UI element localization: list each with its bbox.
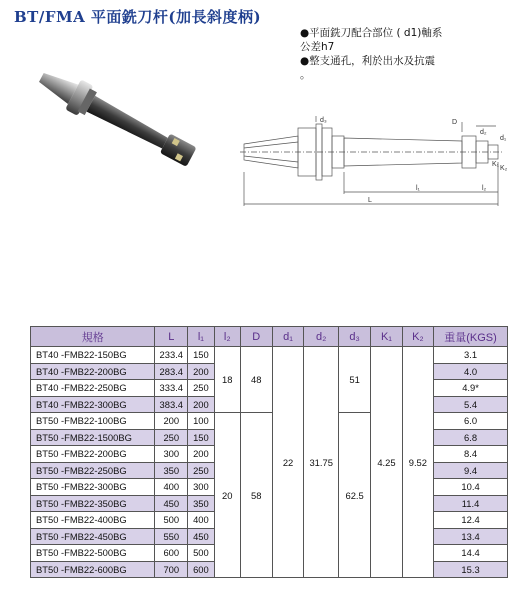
l1-cell: 600 bbox=[188, 561, 215, 578]
spec-table bbox=[30, 326, 508, 578]
label-d3: d₃ bbox=[320, 117, 327, 124]
l1-cell: 200 bbox=[188, 446, 215, 463]
D-cell: 58 bbox=[240, 413, 272, 578]
weight-cell: 14.4 bbox=[434, 545, 508, 562]
product-photo bbox=[22, 70, 222, 190]
L-cell: 500 bbox=[155, 512, 188, 529]
L-cell: 600 bbox=[155, 545, 188, 562]
l1-cell: 200 bbox=[188, 396, 215, 413]
weight-cell: 10.4 bbox=[434, 479, 508, 496]
label-D: D bbox=[452, 119, 458, 126]
l1-cell: 250 bbox=[188, 380, 215, 397]
l2-cell: 20 bbox=[214, 413, 240, 578]
K1-cell: 4.25 bbox=[371, 347, 402, 578]
d3-cell: 51 bbox=[338, 347, 370, 413]
feature-notes bbox=[300, 26, 500, 82]
weight-cell: 5.4 bbox=[434, 396, 508, 413]
d3-cell: 62.5 bbox=[338, 413, 370, 578]
d1-cell: 22 bbox=[272, 347, 304, 578]
header-l2: l₂ bbox=[214, 327, 240, 347]
l1-cell: 150 bbox=[188, 347, 215, 364]
weight-cell: 9.4 bbox=[434, 462, 508, 479]
K2-cell: 9.52 bbox=[402, 347, 433, 578]
header-K1: K₁ bbox=[371, 327, 402, 347]
header-K2: K₂ bbox=[402, 327, 433, 347]
D-cell: 48 bbox=[240, 347, 272, 413]
label-L: L bbox=[368, 197, 372, 204]
l1-cell: 350 bbox=[188, 495, 215, 512]
weight-cell: 6.0 bbox=[434, 413, 508, 430]
table-header-row bbox=[31, 327, 508, 347]
model-cell: BT40 -FMB22-200BG bbox=[31, 363, 155, 380]
header-l1: l₁ bbox=[188, 327, 215, 347]
note-line: ●平面銑刀配合部位 ( d1)軸系 bbox=[300, 27, 443, 39]
table-row bbox=[31, 413, 508, 430]
L-cell: 283.4 bbox=[155, 363, 188, 380]
label-K2: K₂ bbox=[500, 165, 508, 172]
model-cell: BT50 -FMB22-200BG bbox=[31, 446, 155, 463]
header-d3: d₃ bbox=[338, 327, 370, 347]
weight-cell: 4.0 bbox=[434, 363, 508, 380]
model-cell: BT40 -FMB22-250BG bbox=[31, 380, 155, 397]
header-L: L bbox=[155, 327, 188, 347]
model-cell: BT50 -FMB22-100BG bbox=[31, 413, 155, 430]
L-cell: 333.4 bbox=[155, 380, 188, 397]
L-cell: 350 bbox=[155, 462, 188, 479]
model-cell: BT50 -FMB22-1500BG bbox=[31, 429, 155, 446]
weight-cell: 11.4 bbox=[434, 495, 508, 512]
technical-drawing bbox=[236, 114, 512, 222]
l1-cell: 450 bbox=[188, 528, 215, 545]
l1-cell: 500 bbox=[188, 545, 215, 562]
L-cell: 233.4 bbox=[155, 347, 188, 364]
L-cell: 550 bbox=[155, 528, 188, 545]
l2-cell: 18 bbox=[214, 347, 240, 413]
L-cell: 200 bbox=[155, 413, 188, 430]
weight-cell: 13.4 bbox=[434, 528, 508, 545]
model-cell: BT40 -FMB22-300BG bbox=[31, 396, 155, 413]
model-cell: BT50 -FMB22-350BG bbox=[31, 495, 155, 512]
model-cell: BT50 -FMB22-600BG bbox=[31, 561, 155, 578]
label-d2: d₂ bbox=[480, 129, 487, 136]
weight-cell: 6.8 bbox=[434, 429, 508, 446]
weight-cell: 4.9* bbox=[434, 380, 508, 397]
note-line: 公差h7 bbox=[300, 41, 335, 53]
label-l1: l₁ bbox=[416, 185, 420, 192]
header-d1: d₁ bbox=[272, 327, 304, 347]
note-line: ●整支通孔，利於出水及抗震 bbox=[300, 55, 436, 67]
d2-cell: 31.75 bbox=[304, 347, 339, 578]
label-d1: d₁ bbox=[500, 135, 507, 142]
label-K1: K₁ bbox=[492, 161, 500, 168]
header-spec: 規格 bbox=[31, 327, 155, 347]
l1-cell: 250 bbox=[188, 462, 215, 479]
model-cell: BT50 -FMB22-450BG bbox=[31, 528, 155, 545]
model-cell: BT50 -FMB22-400BG bbox=[31, 512, 155, 529]
note-line: 。 bbox=[300, 69, 311, 81]
l1-cell: 150 bbox=[188, 429, 215, 446]
header-weight: 重量(KGS) bbox=[434, 327, 508, 347]
weight-cell: 3.1 bbox=[434, 347, 508, 364]
l1-cell: 200 bbox=[188, 363, 215, 380]
header-d2: d₂ bbox=[304, 327, 339, 347]
L-cell: 700 bbox=[155, 561, 188, 578]
weight-cell: 12.4 bbox=[434, 512, 508, 529]
model-cell: BT50 -FMB22-300BG bbox=[31, 479, 155, 496]
model-cell: BT40 -FMB22-150BG bbox=[31, 347, 155, 364]
label-l2: l₂ bbox=[482, 185, 487, 192]
page-title: BT/FMA 平面銑刀杆(加長斜度柄) bbox=[14, 8, 262, 26]
model-cell: BT50 -FMB22-500BG bbox=[31, 545, 155, 562]
L-cell: 300 bbox=[155, 446, 188, 463]
L-cell: 250 bbox=[155, 429, 188, 446]
weight-cell: 8.4 bbox=[434, 446, 508, 463]
L-cell: 450 bbox=[155, 495, 188, 512]
L-cell: 383.4 bbox=[155, 396, 188, 413]
L-cell: 400 bbox=[155, 479, 188, 496]
weight-cell: 15.3 bbox=[434, 561, 508, 578]
table-row bbox=[31, 347, 508, 364]
l1-cell: 300 bbox=[188, 479, 215, 496]
header-D: D bbox=[240, 327, 272, 347]
l1-cell: 100 bbox=[188, 413, 215, 430]
l1-cell: 400 bbox=[188, 512, 215, 529]
model-cell: BT50 -FMB22-250BG bbox=[31, 462, 155, 479]
